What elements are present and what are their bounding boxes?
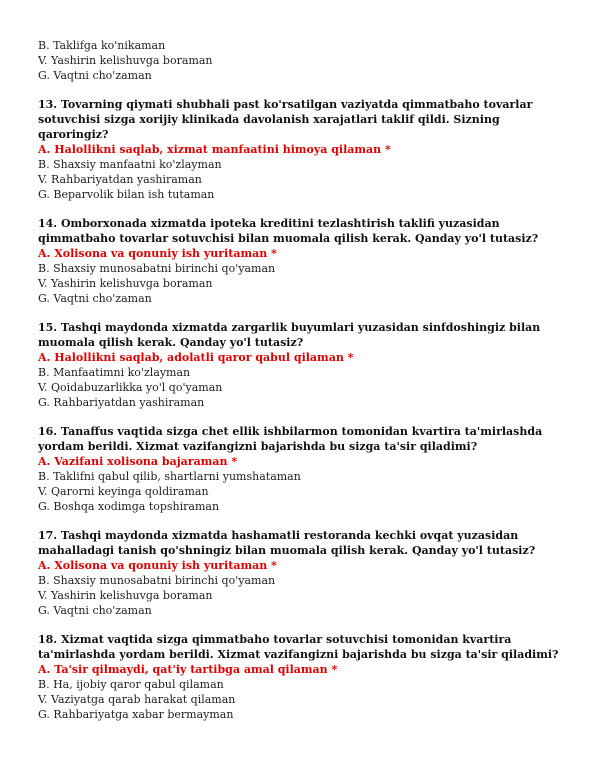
question-text: 17. Tashqi maydonda xizmatda hashamatli restoranda kechki ovqat yuzasidan mahalladagi tanish qo'shningiz bilan muomala qilish kerak. Qanday yo'l tutasiz? [38, 529, 536, 557]
option-v: V. Qarorni keyinga qoldiraman [38, 485, 209, 498]
question-block-13 [38, 97, 568, 202]
correct-answer: A. Vazifani xolisona bajaraman * [38, 455, 238, 468]
option-g: G. Boshqa xodimga topshiraman [38, 500, 220, 513]
option-v: V. Yashirin kelishuvga boraman [38, 277, 213, 290]
correct-answer: A. Ta'sir qilmaydi, qat'iy tartibga amal qilaman * [38, 663, 338, 676]
option-g: G. Vaqtni cho'zaman [38, 292, 152, 305]
leading-options [38, 38, 568, 83]
question-text: 14. Omborxonada xizmatda ipoteka kreditini tezlashtirish taklifi yuzasidan qimmatbaho tovarlar sotuvchisi bilan muomala qilish kerak. Qanday yo'l tutasiz? [38, 217, 539, 245]
question-text: 13. Tovarning qiymati shubhali past ko'rsatilgan vaziyatda qimmatbaho tovarlar sotuvchisi sizga xorijiy klinikada davolanish xarajatlari taklif qildi. Sizning qaroringiz? [38, 98, 533, 141]
option-v: V. Yashirin kelishuvga boraman [38, 589, 213, 602]
option-g: G. Beparvolik bilan ish tutaman [38, 188, 215, 201]
option-v: V. Rahbariyatdan yashiraman [38, 173, 202, 186]
option-g: G. Vaqtni cho'zaman [38, 69, 152, 82]
document-page [38, 38, 568, 722]
question-text: 15. Tashqi maydonda xizmatda zargarlik buyumlari yuzasidan sinfdoshingiz bilan muomala qilish kerak. Qanday yo'l tutasiz? [38, 321, 541, 349]
option-b: B. Shaxsiy munosabatni birinchi qo'yaman [38, 574, 276, 587]
question-block-14 [38, 216, 568, 306]
option-b: B. Ha, ijobiy qaror qabul qilaman [38, 678, 224, 691]
option-v: V. Yashirin kelishuvga boraman [38, 54, 213, 67]
question-block-17 [38, 528, 568, 618]
option-b: B. Manfaatimni ko'zlayman [38, 366, 191, 379]
question-text: 18. Xizmat vaqtida sizga qimmatbaho tovarlar sotuvchisi tomonidan kvartira ta'mirlashda yordam berildi. Xizmat vazifangizni bajarishda bu sizga ta'sir qiladimi? [38, 633, 559, 661]
correct-answer: A. Xolisona va qonuniy ish yuritaman * [38, 559, 277, 572]
option-b: B. Taklifni qabul qilib, shartlarni yumshataman [38, 470, 301, 483]
question-block-15 [38, 320, 568, 410]
option-g: G. Rahbariyatdan yashiraman [38, 396, 205, 409]
option-g: G. Rahbariyatga xabar bermayman [38, 708, 234, 721]
option-g: G. Vaqtni cho'zaman [38, 604, 152, 617]
option-v: V. Vaziyatga qarab harakat qilaman [38, 693, 236, 706]
correct-answer: A. Halollikni saqlab, adolatli qaror qabul qilaman * [38, 351, 354, 364]
option-b: B. Taklifga ko'nikaman [38, 39, 166, 52]
option-b: B. Shaxsiy manfaatni ko'zlayman [38, 158, 222, 171]
question-text: 16. Tanaffus vaqtida sizga chet ellik ishbilarmon tomonidan kvartira ta'mirlashda yordam berildi. Xizmat vazifangizni bajarishda bu sizga ta'sir qiladimi? [38, 425, 543, 453]
correct-answer: A. Halollikni saqlab, xizmat manfaatini himoya qilaman * [38, 143, 391, 156]
option-b: B. Shaxsiy munosabatni birinchi qo'yaman [38, 262, 276, 275]
question-block-18 [38, 632, 568, 722]
option-v: V. Qoidabuzarlikka yo'l qo'yaman [38, 381, 223, 394]
question-block-16 [38, 424, 568, 514]
correct-answer: A. Xolisona va qonuniy ish yuritaman * [38, 247, 277, 260]
